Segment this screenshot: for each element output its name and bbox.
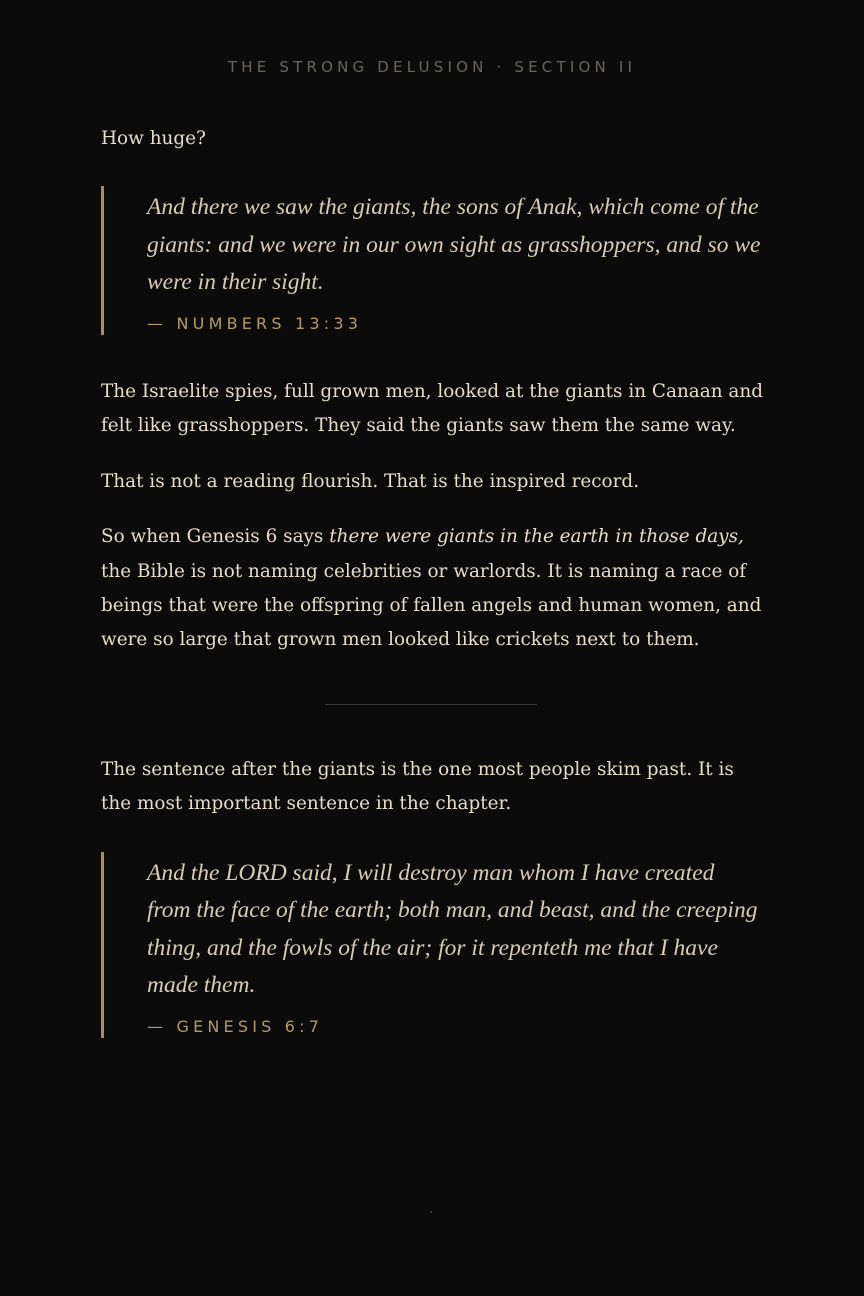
article-body bbox=[101, 122, 763, 1078]
quote-citation: — NUMBERS 13:33 bbox=[147, 313, 363, 333]
quote-text: And there we saw the giants, the sons of Anak, which come of the giants: and we were in our own sight as grasshoppers, and so we were in their sight. bbox=[147, 194, 761, 296]
running-header: THE STRONG DELUSION · SECTION II bbox=[227, 58, 637, 76]
quote-text: And the LORD said, I will destroy man whom I have created from the face of the earth; both man, and beast, and the creeping thing, and the fowls of the air; for it repenteth me that I have made them. bbox=[147, 859, 758, 999]
paragraph: That is not a reading flourish. That is the inspired record. bbox=[101, 470, 640, 492]
section-divider bbox=[325, 704, 537, 705]
paragraph: How huge? bbox=[101, 128, 206, 149]
paragraph-text: the Bible is not naming celebrities or warlords. It is naming a race of beings that were the offspring of fallen angels and human women, and were so large that grown men looked like crickets next to them. bbox=[101, 560, 762, 651]
quote-citation: — GENESIS 6:7 bbox=[147, 1016, 324, 1036]
paragraph bbox=[101, 520, 763, 658]
paragraph: The Israelite spies, full grown men, looked at the giants in Canaan and felt like grasshoppers. They said the giants saw them the same way. bbox=[101, 380, 763, 437]
scripture-quote bbox=[101, 186, 763, 335]
emphasized-text: there were giants in the earth in those days, bbox=[329, 526, 744, 548]
scripture-quote bbox=[101, 852, 763, 1038]
paragraph: The sentence after the giants is the one most people skim past. It is the most important sentence in the chapter. bbox=[101, 758, 734, 815]
paragraph-text: So when Genesis 6 says bbox=[101, 526, 330, 548]
page-end-dot bbox=[430, 1211, 432, 1213]
